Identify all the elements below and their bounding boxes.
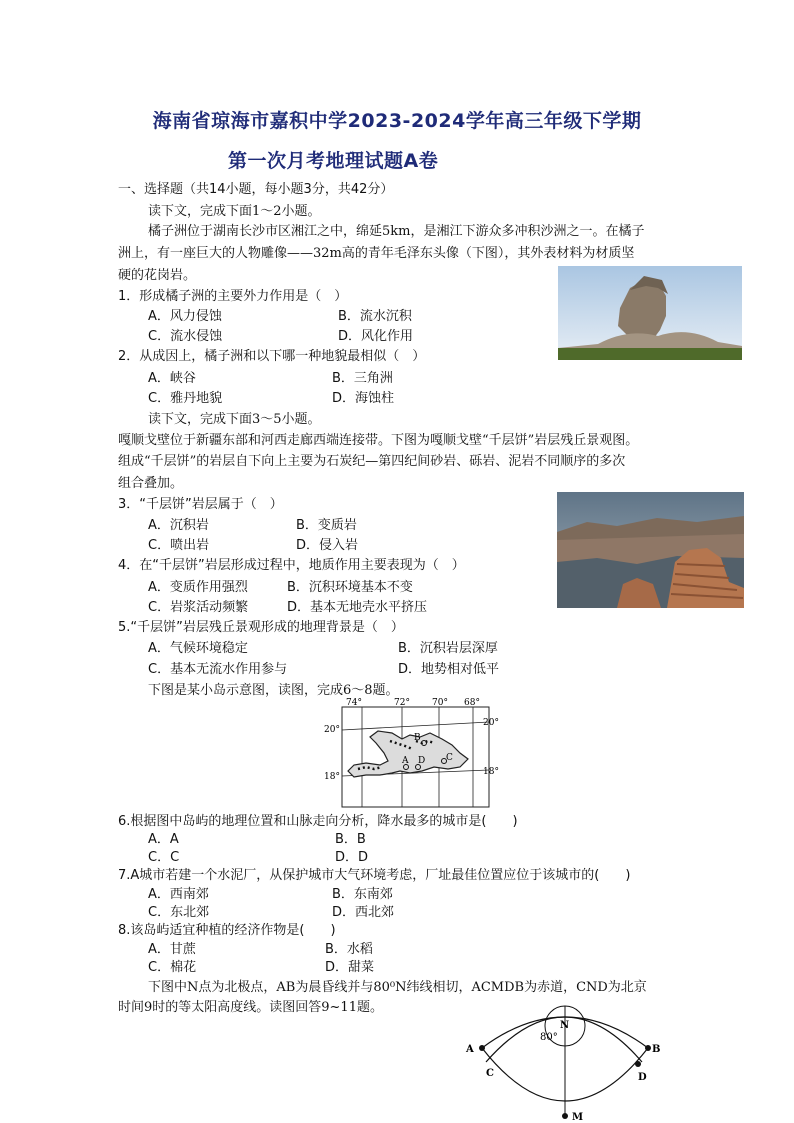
lat-label-left-18: 18° [324,772,340,782]
lat-label-left-20: 20° [324,725,340,735]
q2-option-c: C．雅丹地貌 [148,391,223,406]
label-a: A [466,1044,474,1055]
q4-option-c: C．岩浆活动频繁 [148,600,249,615]
q8-option-c: C．棉花 [148,960,197,975]
polar-diagram [462,1004,668,1122]
q3-option-b: B．变质岩 [296,518,357,533]
lon-label-72: 72° [394,698,410,708]
q3-option-c: C．喷出岩 [148,538,210,553]
point-m [562,1113,568,1119]
passage-3-line-1: 下图中N点为北极点，AB为晨昏线并与80⁰N纬线相切，ACMDB为赤道，CND为北京 [148,980,647,995]
point-a [479,1045,485,1051]
statue-photo [558,266,742,360]
q5-option-b: B．沉积岩层深厚 [398,641,498,656]
title-line-1: 海南省琼海市嘉积中学2023-2024学年高三年级下学期 [152,110,642,132]
q1-option-c: C．流水侵蚀 [148,329,223,344]
point-d [635,1061,641,1067]
point-b [645,1045,651,1051]
q7-option-b: B．东南郊 [332,887,393,902]
q5-option-a: A．气候环境稳定 [148,641,248,656]
island-map [318,697,502,811]
passage-2-line-1: 嘎顺戈壁位于新疆东部和河西走廊西端连接带。下图为嘎顺戈壁“千层饼”岩层残丘景观图。 [118,433,639,448]
lat-label-right-18: 18° [483,767,499,777]
q8-option-b: B．水稻 [325,942,373,957]
lon-label-74: 74° [346,698,362,708]
city-a-label: A [402,756,409,766]
q7-option-a: A．西南郊 [148,887,209,902]
q6-option-b: B．B [335,832,366,847]
q6-option-d: D．D [335,850,369,865]
city-b-label: B [414,733,421,743]
q4-option-a: A．变质作用强烈 [148,580,248,595]
q8-stem: 8.该岛屿适宜种植的经济作物是( ) [118,923,336,938]
passage-2-line-2: 组成“千层饼”的岩层自下向上主要为石炭纪—第四纪间砂岩、砾岩、泥岩不同顺序的多次 [118,454,626,469]
q1-option-b: B．流水沉积 [338,309,412,324]
rock-layers-photo [557,492,744,608]
q5-option-d: D．地势相对低平 [398,662,500,677]
q3-option-a: A．沉积岩 [148,518,209,533]
q4-option-d: D．基本无地壳水平挤压 [287,600,428,615]
q4-option-b: B．沉积环境基本不变 [287,580,413,595]
q8-option-a: A．甘蔗 [148,942,196,957]
q8-option-d: D．甜菜 [325,960,375,975]
label-c: C [486,1068,494,1079]
q1-stem: 1．形成橘子洲的主要外力作用是（ ） [118,289,348,304]
q2-option-a: A．峡谷 [148,371,196,386]
q6-option-a: A．A [148,832,179,847]
intro-3: 下图是某小岛示意图，读图，完成6～8题。 [148,683,399,698]
q7-stem: 7.A城市若建一个水泥厂，从保护城市大气环境考虑，厂址最佳位置应位于该城市的( ) [118,868,631,883]
q2-option-b: B．三角洲 [332,371,393,386]
label-d: D [638,1072,647,1083]
intro-1: 读下文，完成下面1～2小题。 [148,204,321,219]
q2-stem: 2．从成因上，橘子洲和以下哪一种地貌最相似（ ） [118,349,426,364]
passage-1-line-3: 硬的花岗岩。 [118,268,197,283]
q1-option-a: A．风力侵蚀 [148,309,222,324]
passage-2-line-3: 组合叠加。 [118,476,184,491]
label-n: N [560,1020,570,1031]
q3-stem: 3．“千层饼”岩层属于（ ） [118,497,283,512]
passage-1-line-1: 橘子洲位于湖南长沙市区湘江之中，绵延5km，是湘江下游众多冲积沙洲之一。在橘子 [148,224,645,239]
lon-label-70: 70° [432,698,448,708]
q5-stem: 5.“千层饼”岩层残丘景观形成的地理背景是（ ） [118,620,404,635]
rock-layers-image [557,492,744,608]
q1-option-d: D．风化作用 [338,329,414,344]
passage-1-line-2: 洲上，有一座巨大的人物雕像——32m高的青年毛泽东头像（下图），其外表材料为材质坚 [118,246,635,261]
intro-2: 读下文，完成下面3～5小题。 [148,412,321,427]
lat-label-right-20: 20° [483,718,499,728]
passage-3-line-2: 时间9时的等太阳高度线。读图回答9~11题。 [118,1000,383,1015]
section-heading: 一、选择题（共14小题，每小题3分，共42分） [118,182,394,197]
q5-option-c: C．基本无流水作用参与 [148,662,288,677]
q4-stem: 4．在“千层饼”岩层形成过程中，地质作用主要表现为（ ） [118,558,465,573]
lon-label-68: 68° [464,698,480,708]
label-b: B [652,1044,661,1055]
q6-stem: 6.根据图中岛屿的地理位置和山脉走向分析，降水最多的城市是( ) [118,814,518,829]
city-c-label: C [446,753,453,763]
q2-option-d: D．海蚀柱 [332,391,395,406]
parallel-20 [342,722,489,730]
label-80: 80° [540,1032,558,1043]
q7-option-c: C．东北郊 [148,905,210,920]
title-line-2: 第一次月考地理试题A卷 [228,150,439,172]
statue-image [558,266,742,360]
q7-option-d: D．西北郊 [332,905,395,920]
q3-option-d: D．侵入岩 [296,538,359,553]
q6-option-c: C．C [148,850,180,865]
label-m: M [572,1112,584,1122]
city-d-label: D [418,756,426,766]
